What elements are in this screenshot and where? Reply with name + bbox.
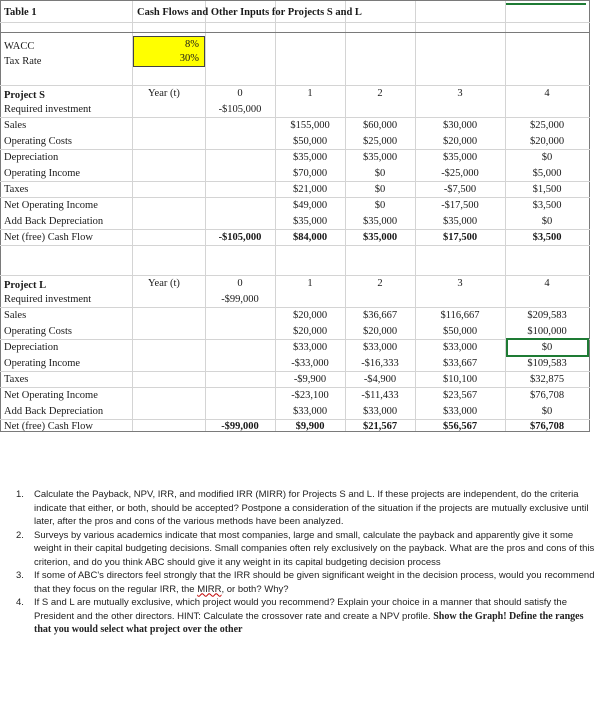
value-cell: -$99,000 xyxy=(221,294,259,305)
grid-line xyxy=(0,0,1,432)
value-cell: $21,000 xyxy=(292,184,328,195)
grid-line xyxy=(0,245,590,246)
row-label: Sales xyxy=(4,120,27,131)
row-label: Add Back Depreciation xyxy=(4,406,104,417)
value-cell: $49,000 xyxy=(292,200,328,211)
value-cell: $33,000 xyxy=(442,342,478,353)
value-cell: -$7,500 xyxy=(443,184,477,195)
grid-line xyxy=(0,229,590,230)
grid-line xyxy=(0,32,590,33)
value-cell: $35,000 xyxy=(362,216,398,227)
value-cell: -$105,000 xyxy=(218,232,262,243)
question-item xyxy=(0,529,602,570)
value-cell: $33,000 xyxy=(362,406,398,417)
value-cell: $0 xyxy=(541,216,553,227)
year-cell: 1 xyxy=(307,278,313,289)
value-cell: $109,583 xyxy=(527,358,567,369)
grid-line xyxy=(0,339,590,340)
question-text: Calculate the Payback, NPV, IRR, and modified IRR (MIRR) for Projects S and L. If these projects are independent, do the criteria indicate that either, or both, should be accepted? Postpone a consideration of the situation if the projects are mutually exclusive until later, after the pros and cons of the various methods have been analyzed. xyxy=(34,489,589,527)
year-cell: 4 xyxy=(544,278,550,289)
cell-border-green xyxy=(506,3,586,5)
value-cell: $0 xyxy=(374,184,386,195)
row-label: Net Operating Income xyxy=(4,200,98,211)
grid-line xyxy=(0,307,590,308)
value-cell: $30,000 xyxy=(442,120,478,131)
value-cell: $116,667 xyxy=(440,310,480,321)
value-cell: $56,567 xyxy=(442,421,478,432)
table-label: Table 1 xyxy=(4,7,37,18)
value-cell: $10,100 xyxy=(442,374,478,385)
value-cell: -$17,500 xyxy=(441,200,479,211)
row-label: Taxes xyxy=(4,184,29,195)
year-cell: 3 xyxy=(457,278,463,289)
year-cell: 3 xyxy=(457,88,463,99)
year-cell: 1 xyxy=(307,88,313,99)
value-cell: $155,000 xyxy=(290,120,330,131)
value-cell: $0 xyxy=(541,152,553,163)
year-cell: 2 xyxy=(377,278,383,289)
value-cell: $76,708 xyxy=(529,390,565,401)
value-cell: $70,000 xyxy=(292,168,328,179)
tax-rate-label: Tax Rate xyxy=(4,56,42,67)
row-label: Net Operating Income xyxy=(4,390,98,401)
grid-line xyxy=(589,0,590,432)
value-cell: -$4,900 xyxy=(363,374,397,385)
value-cell: $1,500 xyxy=(532,184,562,195)
year-cell: 2 xyxy=(377,88,383,99)
table-title: Cash Flows and Other Inputs for Projects S and L xyxy=(137,7,362,18)
wacc-value[interactable]: 8% xyxy=(185,39,199,50)
row-label: Taxes xyxy=(4,374,29,385)
value-cell: $17,500 xyxy=(442,232,478,243)
grid-line xyxy=(0,371,590,372)
row-label: Net (free) Cash Flow xyxy=(4,232,93,243)
value-cell: $20,000 xyxy=(442,136,478,147)
question-text: If S and L are mutually exclusive, which project would you recommend? Explain your choice in a manner that should satisfy the President and the other directors. HINT: Calculate the crossover rate and create a NPV profile. xyxy=(34,597,567,622)
value-cell: $20,000 xyxy=(292,310,328,321)
value-cell: $20,000 xyxy=(529,136,565,147)
value-cell: -$9,900 xyxy=(293,374,327,385)
value-cell: $36,667 xyxy=(362,310,398,321)
question-text: Surveys by various academics indicate that most companies, large and small, calculate the payback and apparently give it some weight in their capital budgeting decisions. Small companies often rely exclusively on the payback. What are the pros and cons of this criterion, and do you think ABC should give it any weight in its capital budgeting decision process xyxy=(34,529,595,568)
row-label: Depreciation xyxy=(4,342,59,353)
grid-line xyxy=(0,387,590,388)
value-cell: $3,500 xyxy=(532,200,562,211)
grid-line xyxy=(0,275,590,276)
row-label: Operating Costs xyxy=(4,136,72,147)
question-text: , or both? Why? xyxy=(221,583,289,595)
question-item xyxy=(0,596,602,637)
value-cell: -$16,333 xyxy=(361,358,399,369)
value-cell: $5,000 xyxy=(532,168,562,179)
row-label: Required investment xyxy=(4,104,92,115)
value-cell: $33,000 xyxy=(292,406,328,417)
value-cell: -$99,000 xyxy=(221,421,259,432)
row-label: Add Back Depreciation xyxy=(4,216,104,227)
value-cell: $209,583 xyxy=(527,310,567,321)
project-s-title: Project S xyxy=(4,90,45,101)
value-cell: $33,000 xyxy=(292,342,328,353)
grid-line xyxy=(0,117,590,118)
question-list xyxy=(0,488,602,637)
value-cell: $20,000 xyxy=(292,326,328,337)
value-cell: $9,900 xyxy=(295,421,325,432)
value-cell: $3,500 xyxy=(532,232,562,243)
value-cell: $35,000 xyxy=(292,216,328,227)
wacc-label: WACC xyxy=(4,41,35,52)
question-text: If some of ABC's directors feel strongly that the IRR should be given significant weight in the decision process, would you recommend that they focus on the regular IRR, the xyxy=(34,570,595,595)
value-cell: -$25,000 xyxy=(441,168,479,179)
row-label: Net (free) Cash Flow xyxy=(4,421,93,432)
value-cell: $23,567 xyxy=(442,390,478,401)
value-cell: $25,000 xyxy=(529,120,565,131)
value-cell: $35,000 xyxy=(292,152,328,163)
grid-line xyxy=(0,181,590,182)
value-cell: -$23,100 xyxy=(291,390,329,401)
value-cell: $0 xyxy=(374,200,386,211)
question-item xyxy=(0,488,602,529)
year-cell: 0 xyxy=(237,88,243,99)
value-cell: -$33,000 xyxy=(291,358,329,369)
grid-line xyxy=(0,197,590,198)
value-cell: $33,000 xyxy=(442,406,478,417)
grid-line xyxy=(0,149,590,150)
question-number: 4. xyxy=(16,597,24,608)
row-label: Operating Income xyxy=(4,358,81,369)
year-cell: 0 xyxy=(237,278,243,289)
value-cell: $35,000 xyxy=(442,152,478,163)
grid-line xyxy=(0,85,590,86)
value-cell: $32,875 xyxy=(529,374,565,385)
value-cell: $50,000 xyxy=(442,326,478,337)
question-number: 1. xyxy=(16,489,24,500)
project-l-year-label: Year (t) xyxy=(148,278,180,289)
value-cell: $60,000 xyxy=(362,120,398,131)
tax-rate-value[interactable]: 30% xyxy=(179,53,199,64)
value-cell: $35,000 xyxy=(442,216,478,227)
value-cell: $33,000 xyxy=(362,342,398,353)
grid-line xyxy=(205,0,206,432)
question-number: 3. xyxy=(16,570,24,581)
value-cell: $50,000 xyxy=(292,136,328,147)
value-cell: $0 xyxy=(541,406,553,417)
value-cell: $0 xyxy=(374,168,386,179)
grid-line xyxy=(0,22,590,23)
value-cell: $25,000 xyxy=(362,136,398,147)
value-cell: $84,000 xyxy=(292,232,328,243)
question-item xyxy=(0,569,602,596)
project-s-year-label: Year (t) xyxy=(148,88,180,99)
value-cell: $35,000 xyxy=(362,232,398,243)
row-label: Operating Income xyxy=(4,168,81,179)
value-cell: $33,667 xyxy=(442,358,478,369)
value-cell: -$105,000 xyxy=(218,104,262,115)
question-bold-instruction: Show the Graph! Define the ranges that you would select what project over the other xyxy=(34,610,584,635)
year-cell: 4 xyxy=(544,88,550,99)
spellcheck-marked-word: MIRR xyxy=(197,583,222,595)
row-label: Required investment xyxy=(4,294,92,305)
grid-line xyxy=(0,0,590,1)
row-label: Sales xyxy=(4,310,27,321)
value-cell: $0 xyxy=(541,342,553,353)
project-l-title: Project L xyxy=(4,280,47,291)
value-cell: $100,000 xyxy=(527,326,567,337)
value-cell: $76,708 xyxy=(529,421,565,432)
value-cell: -$11,433 xyxy=(361,390,399,401)
question-number: 2. xyxy=(16,529,24,541)
value-cell: $35,000 xyxy=(362,152,398,163)
value-cell: $21,567 xyxy=(362,421,398,432)
row-label: Depreciation xyxy=(4,152,59,163)
row-label: Operating Costs xyxy=(4,326,72,337)
value-cell: $20,000 xyxy=(362,326,398,337)
